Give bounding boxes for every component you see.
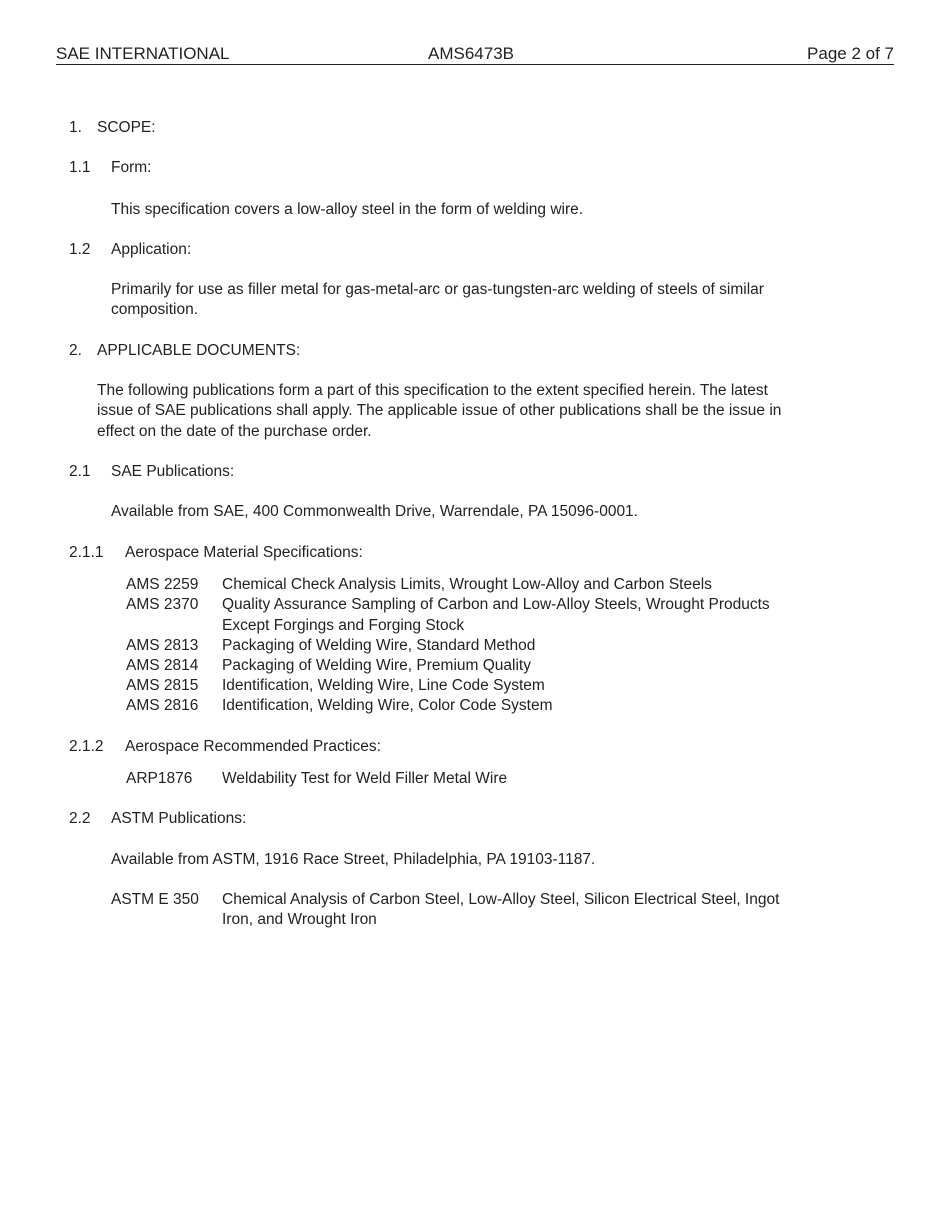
section-number: 2.1.1 bbox=[69, 544, 104, 561]
paragraph-line: Primarily for use as filler metal for gas-metal-arc or gas-tungsten-arc welding of steels of similar bbox=[111, 281, 764, 298]
section-number: 1.1 bbox=[69, 159, 91, 176]
section-number: 2.1 bbox=[69, 463, 91, 480]
paragraph-line: composition. bbox=[111, 301, 199, 318]
reference-title: Chemical Check Analysis Limits, Wrought Low-Alloy and Carbon Steels bbox=[222, 576, 712, 593]
reference-title: Quality Assurance Sampling of Carbon and Low-Alloy Steels, Wrought Products bbox=[222, 596, 770, 613]
section-number: 1. bbox=[69, 119, 82, 136]
section-title: ASTM Publications: bbox=[111, 810, 247, 827]
section-title: SAE Publications: bbox=[111, 463, 235, 480]
reference-title-continued: Iron, and Wrought Iron bbox=[222, 911, 377, 928]
section-number: 1.2 bbox=[69, 241, 91, 258]
section-number: 2.2 bbox=[69, 810, 91, 827]
section-paragraph: This specification covers a low-alloy steel in the form of welding wire. bbox=[111, 201, 584, 218]
header-page-number: Page 2 of 7 bbox=[807, 44, 894, 63]
section-number: 2. bbox=[69, 342, 82, 359]
header-org: SAE INTERNATIONAL bbox=[56, 44, 230, 63]
reference-code: ARP1876 bbox=[126, 770, 193, 787]
reference-title-continued: Except Forgings and Forging Stock bbox=[222, 617, 465, 634]
reference-title: Identification, Welding Wire, Line Code System bbox=[222, 677, 545, 694]
reference-title: Chemical Analysis of Carbon Steel, Low-Alloy Steel, Silicon Electrical Steel, Ingot bbox=[222, 891, 780, 908]
paragraph-line: issue of SAE publications shall apply. The applicable issue of other publications shall be the issue in bbox=[97, 402, 782, 419]
reference-title: Weldability Test for Weld Filler Metal Wire bbox=[222, 770, 508, 787]
section-number: 2.1.2 bbox=[69, 738, 104, 755]
section-paragraph: Available from ASTM, 1916 Race Street, Philadelphia, PA 19103-1187. bbox=[111, 851, 596, 868]
reference-code: AMS 2814 bbox=[126, 657, 199, 674]
reference-title: Identification, Welding Wire, Color Code System bbox=[222, 697, 553, 714]
section-title: APPLICABLE DOCUMENTS: bbox=[97, 342, 301, 359]
section-title: Aerospace Material Specifications: bbox=[125, 544, 363, 561]
reference-code: AMS 2815 bbox=[126, 677, 199, 694]
section-title: Application: bbox=[111, 241, 192, 258]
paragraph-line: effect on the date of the purchase order. bbox=[97, 423, 372, 440]
section-title: SCOPE: bbox=[97, 119, 156, 136]
page-header bbox=[56, 44, 894, 65]
reference-code: AMS 2259 bbox=[126, 576, 199, 593]
header-doc-id: AMS6473B bbox=[428, 44, 514, 63]
reference-code: ASTM E 350 bbox=[111, 891, 199, 908]
reference-title: Packaging of Welding Wire, Premium Quality bbox=[222, 657, 531, 674]
section-title: Aerospace Recommended Practices: bbox=[125, 738, 381, 755]
reference-code: AMS 2816 bbox=[126, 697, 199, 714]
reference-code: AMS 2370 bbox=[126, 596, 199, 613]
section-title: Form: bbox=[111, 159, 152, 176]
reference-title: Packaging of Welding Wire, Standard Method bbox=[222, 637, 536, 654]
reference-code: AMS 2813 bbox=[126, 637, 199, 654]
section-paragraph: Available from SAE, 400 Commonwealth Drive, Warrendale, PA 15096-0001. bbox=[111, 503, 638, 520]
paragraph-line: The following publications form a part of this specification to the extent specified herein. The latest bbox=[97, 382, 768, 399]
